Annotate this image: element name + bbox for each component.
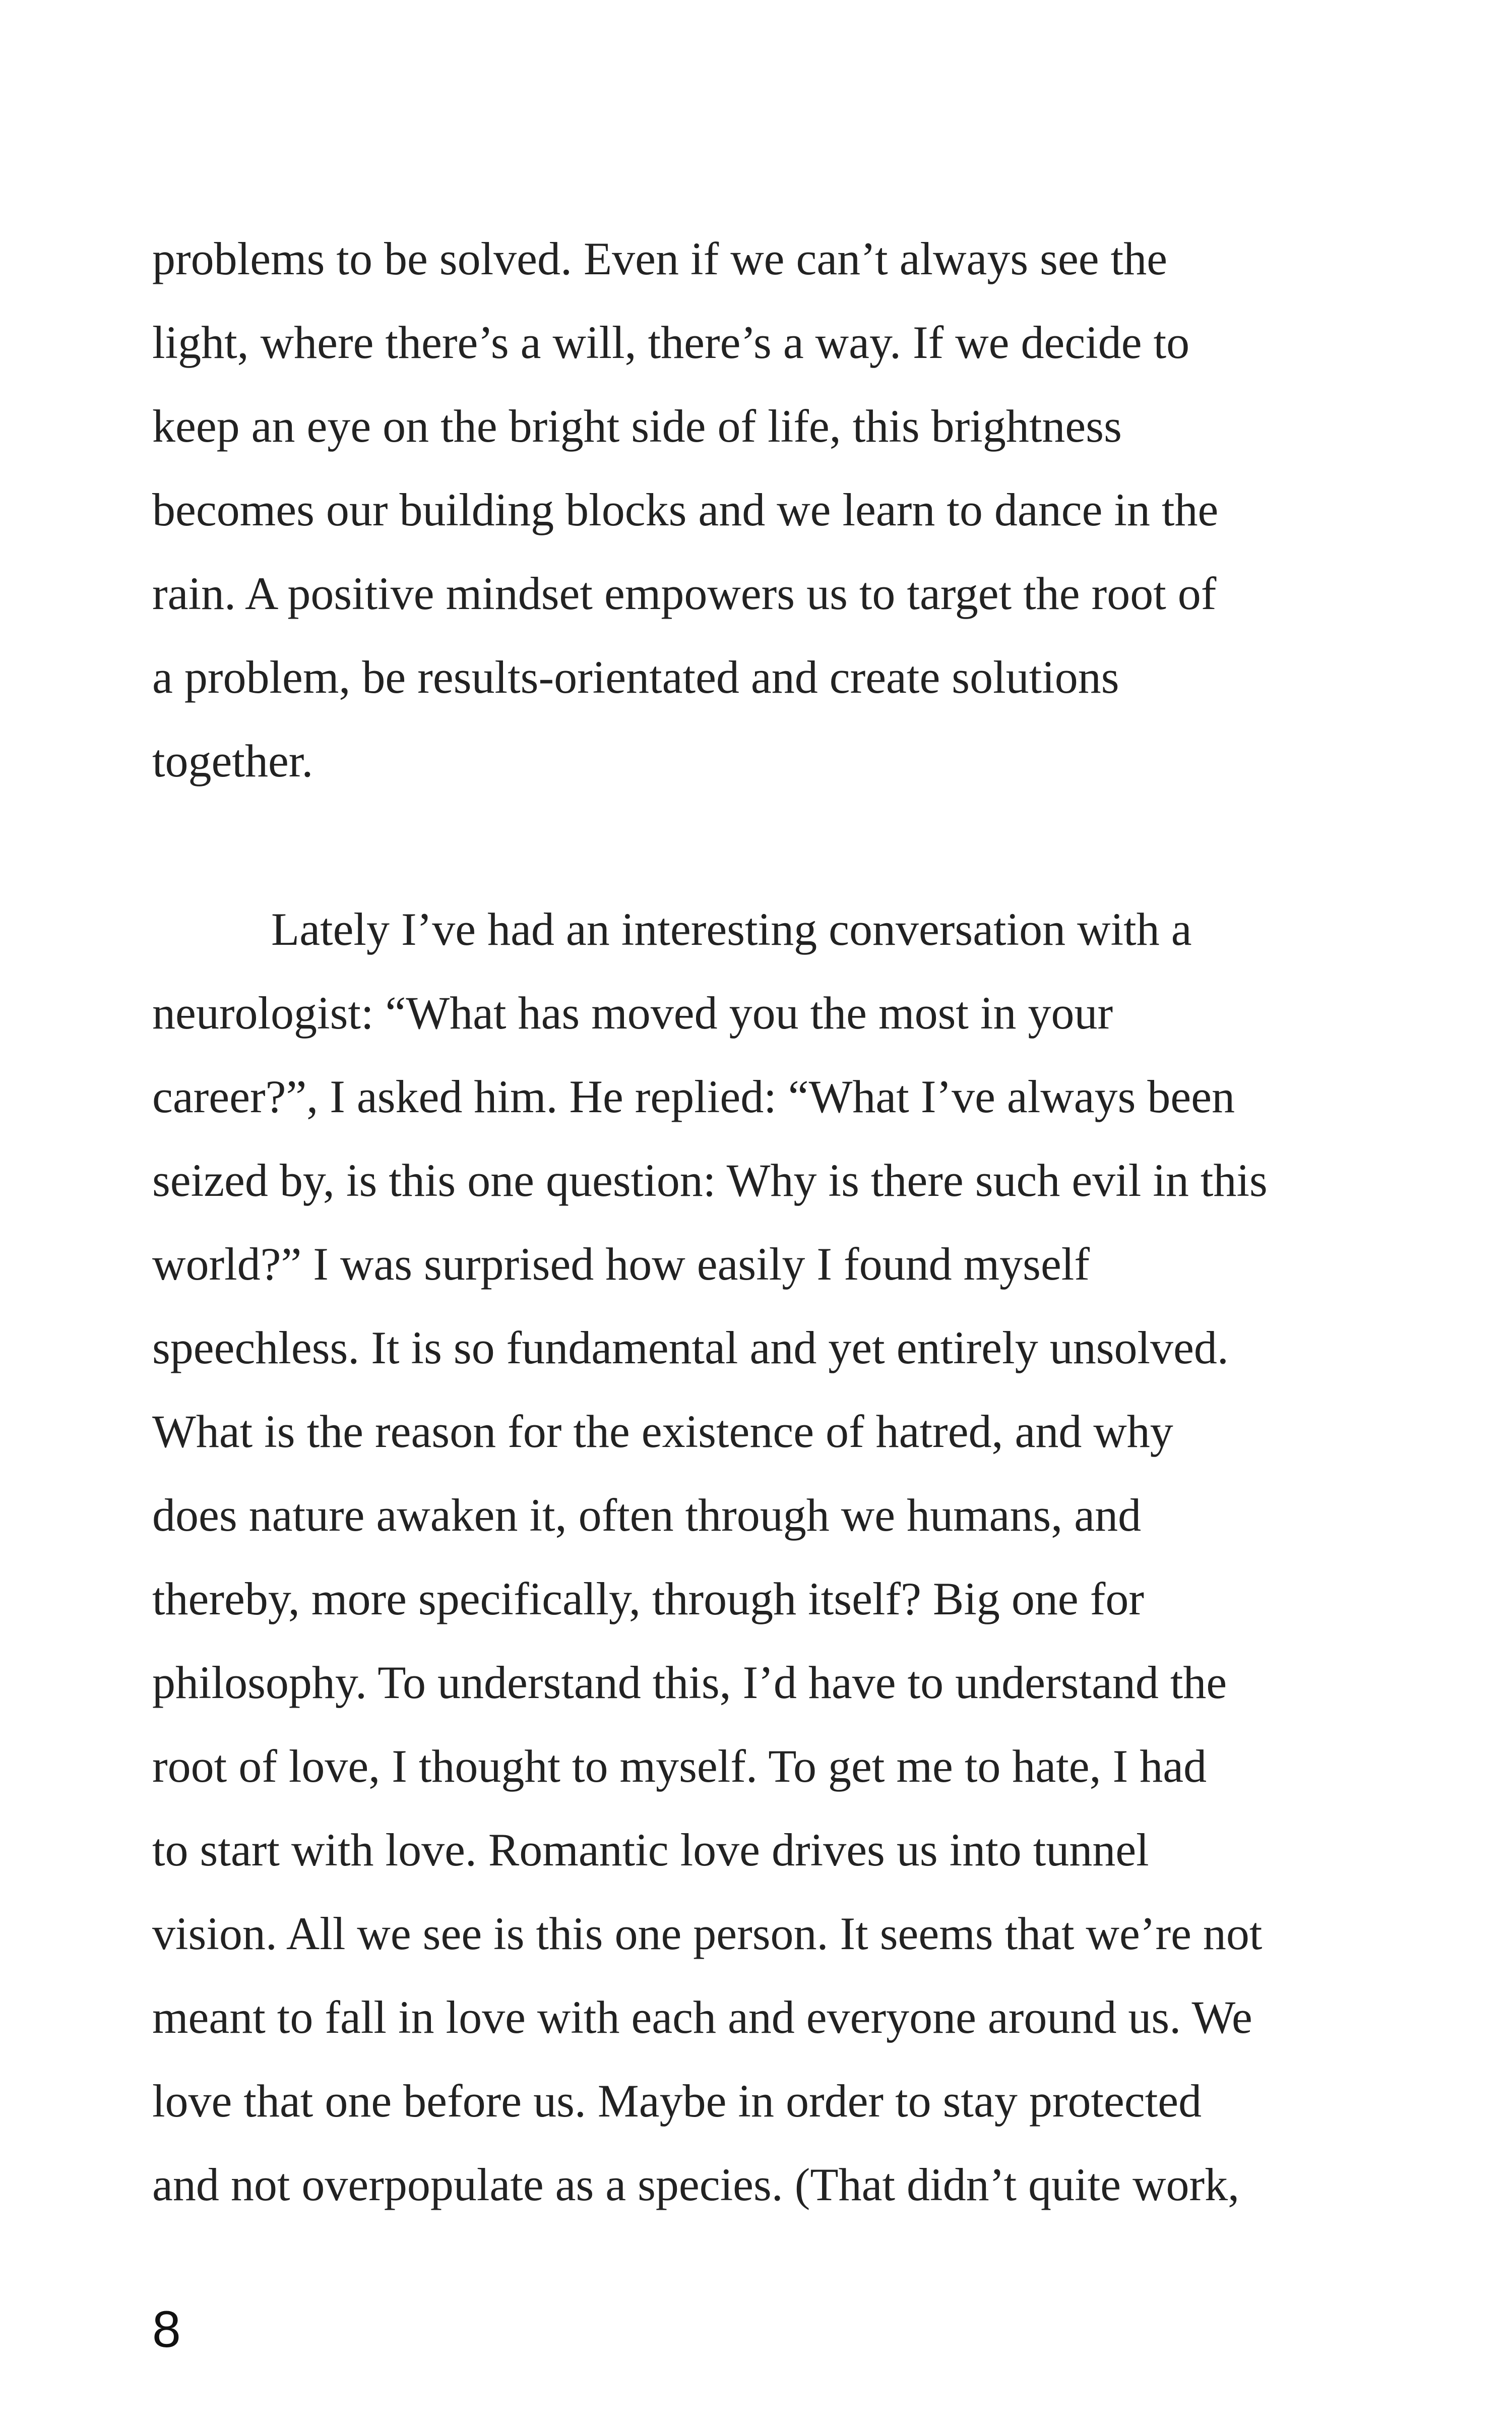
text-line: to start with love. Romantic love drives us into tunnel — [152, 1824, 1149, 1876]
text-line: together. — [152, 735, 313, 786]
text-line: becomes our building blocks and we learn to dance in the — [152, 484, 1219, 535]
page-number: 8 — [152, 2301, 181, 2358]
text-line: meant to fall in love with each and everyone around us. We — [152, 1991, 1252, 2043]
paragraph-2 — [152, 887, 1442, 2226]
text-line: and not overpopulate as a species. (That didn’t quite work, — [152, 2159, 1240, 2210]
text-line: love that one before us. Maybe in order to stay protected — [152, 2075, 1202, 2127]
paragraph-1 — [152, 217, 1442, 803]
text-line: philosophy. To understand this, I’d have to understand the — [152, 1657, 1227, 1708]
text-line: does nature awaken it, often through we humans, and — [152, 1489, 1142, 1541]
text-line: keep an eye on the bright side of life, this brightness — [152, 400, 1122, 452]
text-line: What is the reason for the existence of hatred, and why — [152, 1406, 1173, 1457]
text-line-indented: Lately I’ve had an interesting conversation with a — [271, 903, 1192, 955]
text-line: vision. All we see is this one person. It seems that we’re not — [152, 1908, 1263, 1959]
text-line: career?”, I asked him. He replied: “What I’ve always been — [152, 1071, 1235, 1122]
text-line: speechless. It is so fundamental and yet entirely unsolved. — [152, 1322, 1229, 1373]
text-line: a problem, be results-orientated and create solutions — [152, 651, 1119, 703]
text-line: light, where there’s a will, there’s a way. If we decide to — [152, 317, 1190, 368]
text-line: problems to be solved. Even if we can’t always see the — [152, 233, 1168, 284]
text-line: thereby, more specifically, through itself? Big one for — [152, 1573, 1144, 1624]
text-line: rain. A positive mindset empowers us to target the root of — [152, 568, 1217, 619]
text-line: neurologist: “What has moved you the most in your — [152, 987, 1113, 1039]
text-line: seized by, is this one question: Why is there such evil in this — [152, 1155, 1268, 1206]
text-line: root of love, I thought to myself. To get me to hate, I had — [152, 1740, 1207, 1792]
text-line: world?” I was surprised how easily I found myself — [152, 1238, 1090, 1290]
